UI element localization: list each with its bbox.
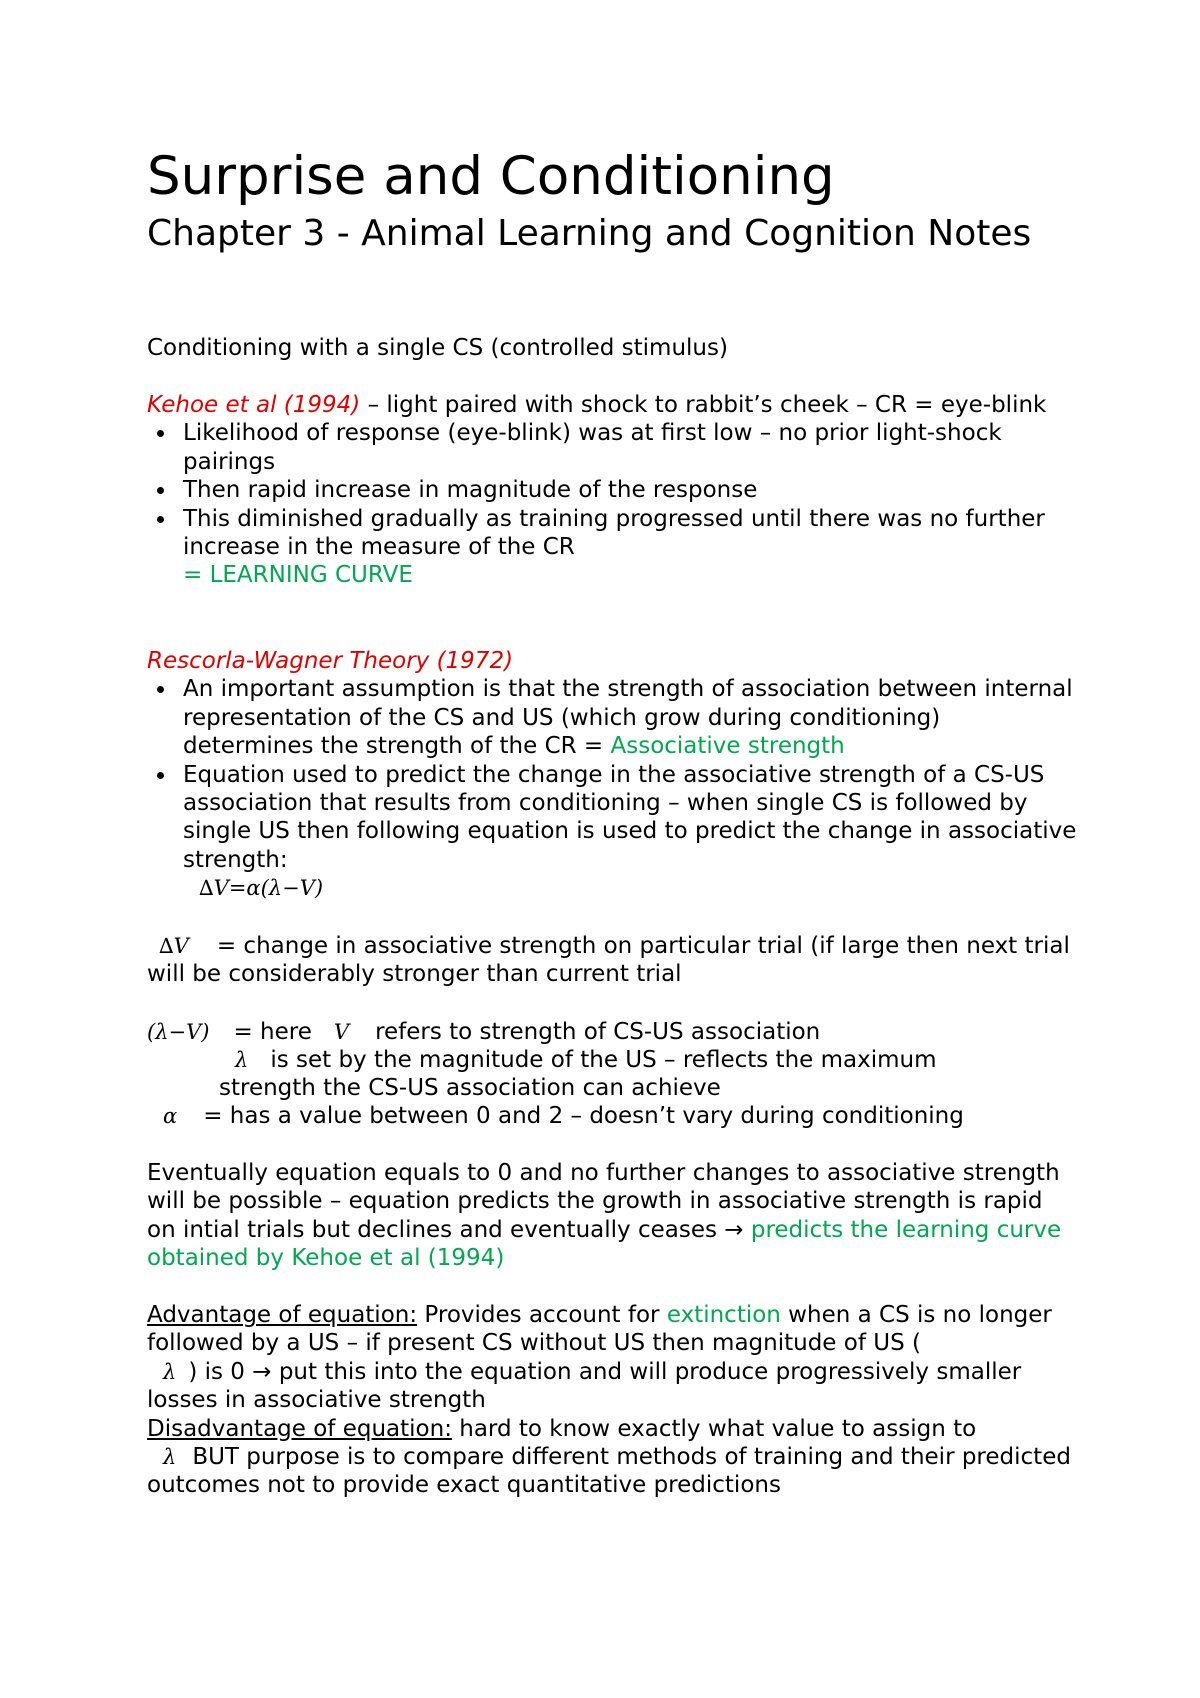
intro-line: Conditioning with a single CS (controlled stimulus) (147, 335, 728, 361)
associative-strength-label: Associative strength (610, 733, 845, 760)
eventually-paragraph (147, 1159, 1077, 1273)
list-item (147, 761, 1077, 903)
delta-v-definition (147, 932, 1077, 989)
lambda-minus-v-definition (147, 1018, 1077, 1046)
eventually-text: Eventually equation equals to 0 and no further changes to associative strength will be possible – equation predicts the growth in associative strength is rapid on intial trials but declines and eventually ceases (147, 1160, 1060, 1243)
advantage-text-a: Provides account for (417, 1302, 667, 1328)
delta-v-symbol: ∆V (159, 934, 189, 958)
lambda-text: is set by the magnitude of the US – reflects the maximum (270, 1047, 937, 1073)
lambda-definition-continued: strength the CS-US association can achieve (219, 1075, 721, 1101)
list-item (147, 675, 1077, 760)
lambda-minus-v-text-b: refers to strength of CS-US association (375, 1019, 821, 1045)
kehoe-citation: Kehoe et al (1994) (147, 392, 361, 418)
list-item: Then rapid increase in magnitude of the response (147, 476, 1077, 504)
list-item: Likelihood of response (eye-blink) was at first low – no prior light-shock pairings (147, 419, 1077, 476)
advantage-text-d: put this into the equation and will produce progressively smaller losses in associative strength (147, 1358, 1022, 1414)
lambda-minus-v-symbol: (λ−V) (147, 1020, 210, 1044)
list-item-text: This diminished gradually as training progressed until there was no further increase in the measure of the CR (183, 505, 1045, 561)
kehoe-bullet-list (147, 419, 1077, 589)
advantage-label: Advantage of equation: (147, 1302, 418, 1328)
disadvantage-text-a: hard to know exactly what value to assign to (451, 1415, 977, 1442)
extinction-highlight: extinction (666, 1302, 781, 1328)
learning-curve-label: = LEARNING CURVE (183, 562, 413, 589)
arrow-glyph: → (724, 1216, 744, 1243)
lambda-symbol: λ (163, 1359, 177, 1384)
lambda-minus-v-text-a: = here (233, 1019, 312, 1045)
disadvantage-label: Disadvantage of equation: (147, 1415, 452, 1442)
eventually-highlight: predicts the learning curve obtained by Kehoe et al (1994) (147, 1216, 1062, 1272)
rw-equation: ∆V=α(λ−V) (199, 876, 324, 901)
kehoe-description: – light paired with shock to rabbit’s cheek – CR = eye-blink (360, 392, 1047, 418)
alpha-symbol: α (163, 1104, 178, 1128)
lambda-symbol: λ (235, 1048, 249, 1072)
kehoe-section (147, 391, 1077, 590)
alpha-definition (147, 1102, 1077, 1130)
document-title: Surprise and Conditioning (147, 146, 835, 207)
list-item-text: Equation used to predict the change in the associative strength of a CS-US association that results from conditioning – when single CS is followed by single US then following equation is used to predict the change in associative strength: (183, 761, 1077, 873)
lambda-symbol: λ (163, 1445, 177, 1470)
arrow-glyph: → (252, 1358, 272, 1385)
disadvantage-text-b: BUT purpose is to compare different methods of training and their predicted outcomes not to provide exact quantitative predictions (147, 1444, 1071, 1499)
delta-v-text: = change in associative strength on particular trial (if large then next trial will be considerably stronger than current trial (147, 933, 1070, 988)
lambda-definition (147, 1046, 1077, 1074)
alpha-text: = has a value between 0 and 2 – doesn’t vary during conditioning (203, 1103, 964, 1129)
rescorla-wagner-section (147, 647, 1077, 903)
list-item (147, 505, 1077, 590)
document-subtitle: Chapter 3 - Animal Learning and Cognition Notes (147, 213, 1032, 254)
advantage-text-c: ) is 0 (188, 1358, 253, 1385)
list-item-text: An important assumption is that the strength of association between internal representation of the CS and US (which grow during conditioning) determines the strength of the CR = (183, 676, 1073, 760)
advantage-text-b: when a CS is no longer followed by a US – if present CS without US then magnitude of US ( (147, 1302, 1052, 1357)
advantage-paragraph (147, 1301, 1077, 1500)
rw-bullet-list (147, 675, 1077, 902)
rw-citation: Rescorla-Wagner Theory (1972) (147, 648, 514, 674)
v-symbol: V (333, 1020, 350, 1044)
kehoe-heading (147, 391, 1077, 419)
